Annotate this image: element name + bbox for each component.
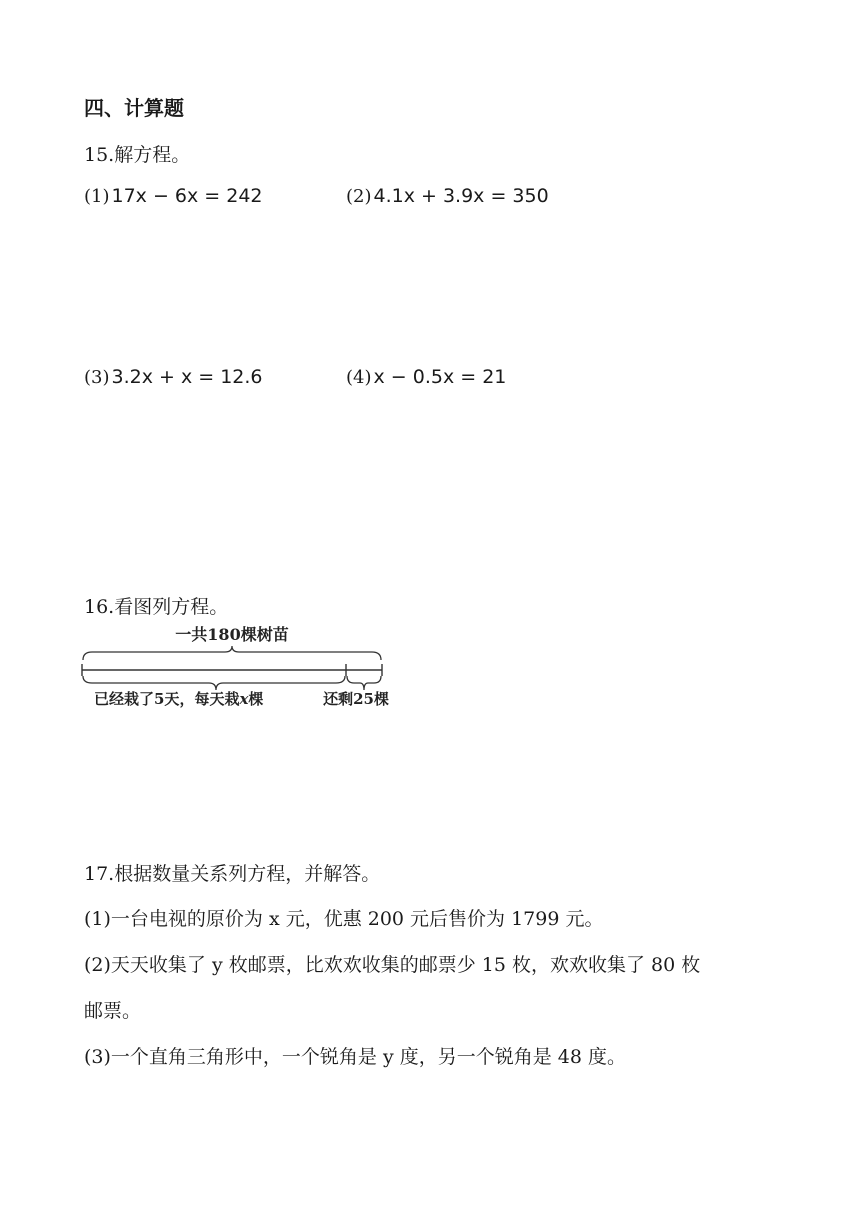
- question-17-item-2: (2)天天收集了 y 枚邮票，比欢欢收集的邮票少 15 枚，欢欢收集了 80 枚: [84, 954, 701, 976]
- top-brace: [83, 646, 381, 660]
- equation-expression: 4.1x + 3.9x = 350: [373, 185, 549, 207]
- equation-expression: 3.2x + x = 12.6: [111, 366, 263, 388]
- equation-1: [84, 185, 263, 207]
- planted-label-suffix: 棵: [248, 690, 264, 708]
- question-17-item-3: (3)一个直角三角形中，一个锐角是 y 度，另一个锐角是 48 度。: [84, 1046, 626, 1068]
- section-title: 四、计算题: [84, 96, 184, 120]
- equation-3: [84, 366, 263, 388]
- equation-label: (1): [84, 186, 110, 207]
- question-16-title: 16.看图列方程。: [84, 596, 229, 618]
- equation-2: [346, 185, 549, 207]
- equation-4: [346, 366, 506, 388]
- planted-brace: [83, 676, 345, 690]
- planted-label-variable: x: [239, 690, 249, 708]
- question-15-title: 15.解方程。: [84, 144, 191, 166]
- total-label: 一共180棵树苗: [175, 625, 289, 644]
- question-17-item-2-continued: 邮票。: [84, 1000, 142, 1022]
- line-segment-diagram: [80, 624, 392, 714]
- planted-label: [94, 690, 263, 709]
- planted-label-prefix: 已经栽了5天，每天栽: [94, 690, 240, 708]
- question-17-title: 17.根据数量关系列方程，并解答。: [84, 863, 381, 885]
- equation-expression: x − 0.5x = 21: [373, 366, 507, 388]
- equation-expression: 17x − 6x = 242: [111, 185, 263, 207]
- equation-label: (4): [346, 367, 372, 388]
- question-17-item-1: (1)一台电视的原价为 x 元，优惠 200 元后售价为 1799 元。: [84, 908, 604, 930]
- remaining-brace: [347, 676, 381, 690]
- equation-label: (2): [346, 186, 372, 207]
- equation-label: (3): [84, 367, 110, 388]
- remaining-label: 还剩25棵: [323, 690, 389, 708]
